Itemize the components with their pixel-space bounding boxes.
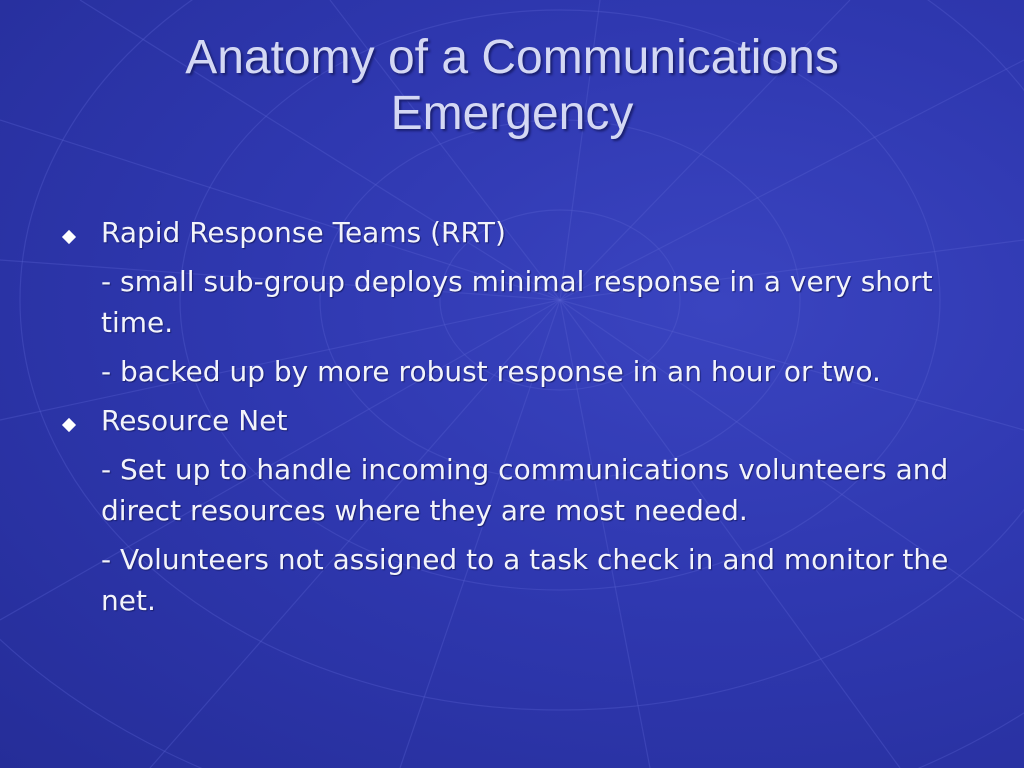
slide-title-line-2: Emergency: [390, 87, 634, 140]
sub-item: - Volunteers not assigned to a task check in and monitor the net.: [101, 543, 949, 617]
bullet-text: Rapid Response Teams (RRT): [101, 216, 506, 249]
slide-body: [62, 212, 962, 629]
bullet-item-rrt: [62, 212, 962, 253]
slide-title-line-1: Anatomy of a Communications: [185, 31, 839, 84]
diamond-bullet-icon: [62, 418, 76, 432]
sub-item: - Set up to handle incoming communications volunteers and direct resources where they are most needed.: [101, 453, 949, 527]
sub-item: - small sub-group deploys minimal response in a very short time.: [101, 265, 933, 339]
bullet-text: Resource Net: [101, 404, 288, 437]
bullet-item-resource-net: [62, 400, 962, 441]
diamond-bullet-icon: [62, 230, 76, 244]
slide-title: [0, 30, 1024, 142]
sub-item: - backed up by more robust response in an hour or two.: [101, 355, 881, 388]
